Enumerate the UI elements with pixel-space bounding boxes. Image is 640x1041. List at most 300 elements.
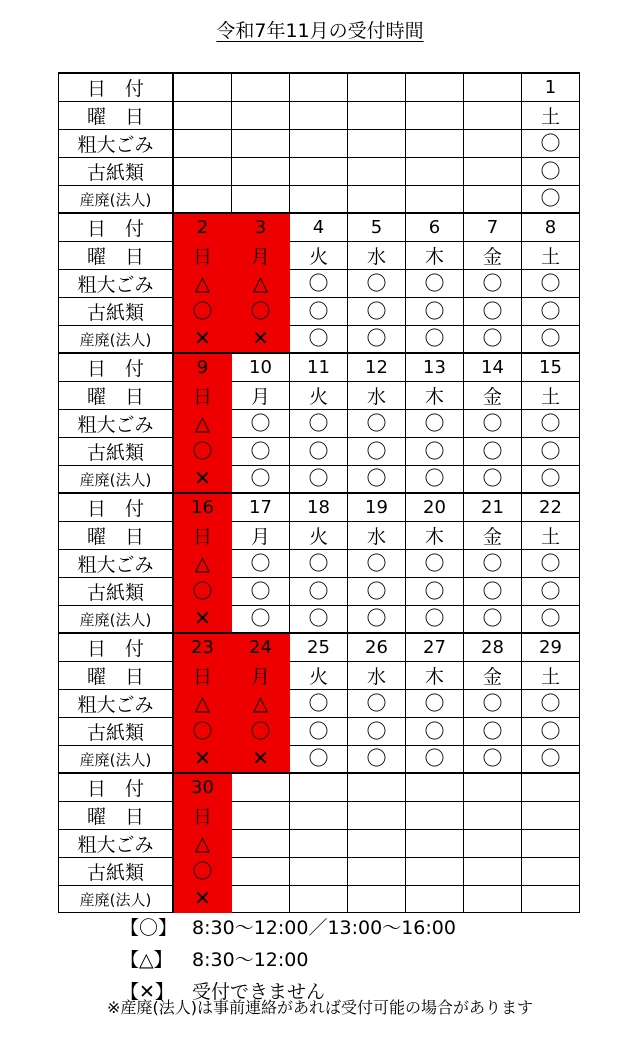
- row-label: 日 付: [59, 773, 174, 802]
- day-cell: [406, 213, 464, 242]
- day-cell: [522, 493, 580, 522]
- day-cell: [522, 690, 580, 718]
- day-cell: [348, 270, 406, 298]
- day-cell: [232, 578, 290, 606]
- legend-key: 【〇】: [120, 917, 178, 939]
- day-cell: [232, 326, 290, 354]
- status-mark: 〇: [482, 718, 503, 743]
- status-mark: 〇: [424, 270, 445, 295]
- weekday-name: 水: [366, 526, 386, 548]
- day-cell: [173, 830, 232, 858]
- status-mark: △: [194, 410, 211, 435]
- day-cell: [290, 270, 348, 298]
- day-cell: [406, 186, 464, 214]
- date-number: 8: [544, 217, 557, 238]
- legend-text: 8:30〜12:00: [192, 949, 309, 971]
- status-mark: 〇: [366, 298, 387, 323]
- status-mark: 〇: [540, 270, 561, 295]
- status-mark: 〇: [540, 410, 561, 435]
- day-cell: [406, 578, 464, 606]
- day-cell: [348, 773, 406, 802]
- weekday-row: [59, 802, 580, 830]
- day-cell: [406, 410, 464, 438]
- day-cell: [173, 886, 232, 913]
- status-mark: 〇: [250, 718, 271, 743]
- status-mark: 〇: [192, 298, 213, 323]
- day-cell: [348, 130, 406, 158]
- industrial-waste-row: [59, 466, 580, 494]
- day-cell: [173, 550, 232, 578]
- industrial-waste-row: [59, 886, 580, 913]
- row-label: 産廃(法人): [59, 606, 174, 634]
- status-mark: 〇: [540, 186, 561, 210]
- weekday-name: 土: [540, 386, 560, 408]
- weekday-name: 月: [250, 526, 270, 548]
- row-label: 粗大ごみ: [59, 130, 174, 158]
- day-cell: [173, 158, 232, 186]
- weekday-name: 日: [192, 666, 212, 688]
- day-cell: [406, 130, 464, 158]
- status-mark: 〇: [250, 550, 271, 575]
- status-mark: 〇: [366, 578, 387, 603]
- day-cell: [464, 493, 522, 522]
- weekday-name: 水: [366, 246, 386, 268]
- day-cell: [173, 746, 232, 774]
- paper-row: [59, 858, 580, 886]
- row-label: 曜 日: [59, 102, 174, 130]
- status-mark: 〇: [308, 298, 329, 323]
- day-cell: [522, 242, 580, 270]
- day-cell: [406, 606, 464, 634]
- day-cell: [464, 270, 522, 298]
- weekday-name: 火: [308, 526, 328, 548]
- day-cell: [173, 773, 232, 802]
- day-cell: [173, 438, 232, 466]
- day-cell: [406, 746, 464, 774]
- status-mark: △: [194, 270, 211, 295]
- status-mark: 〇: [424, 578, 445, 603]
- day-cell: [522, 326, 580, 354]
- day-cell: [406, 102, 464, 130]
- day-cell: [348, 522, 406, 550]
- day-cell: [173, 802, 232, 830]
- schedule-table: [58, 72, 580, 913]
- day-cell: [290, 326, 348, 354]
- weekday-name: 日: [192, 386, 212, 408]
- industrial-waste-row: [59, 186, 580, 214]
- status-mark: 〇: [540, 466, 561, 490]
- day-cell: [290, 690, 348, 718]
- day-cell: [290, 522, 348, 550]
- day-cell: [348, 326, 406, 354]
- row-label: 古紙類: [59, 858, 174, 886]
- day-cell: [348, 578, 406, 606]
- weekday-name: 金: [482, 246, 502, 268]
- date-number: 27: [423, 637, 446, 658]
- day-cell: [522, 578, 580, 606]
- row-label: 産廃(法人): [59, 466, 174, 494]
- status-mark: 〇: [366, 550, 387, 575]
- status-mark: 〇: [366, 466, 387, 490]
- day-cell: [232, 746, 290, 774]
- day-cell: [464, 773, 522, 802]
- day-cell: [232, 353, 290, 382]
- date-number: 17: [249, 497, 272, 518]
- status-mark: 〇: [308, 746, 329, 770]
- status-mark: 〇: [482, 326, 503, 350]
- day-cell: [406, 633, 464, 662]
- day-cell: [464, 438, 522, 466]
- day-cell: [522, 746, 580, 774]
- day-cell: [464, 213, 522, 242]
- day-cell: [173, 326, 232, 354]
- date-row: [59, 493, 580, 522]
- legend-text: 8:30〜12:00／13:00〜16:00: [192, 917, 456, 939]
- footnote: ※産廃(法人)は事前連絡があれば受付可能の場合があります: [107, 998, 533, 1017]
- bulky-waste-row: [59, 550, 580, 578]
- day-cell: [522, 886, 580, 913]
- industrial-waste-row: [59, 746, 580, 774]
- day-cell: [522, 270, 580, 298]
- day-cell: [290, 298, 348, 326]
- date-row: [59, 773, 580, 802]
- day-cell: [464, 382, 522, 410]
- status-mark: 〇: [482, 298, 503, 323]
- day-cell: [232, 382, 290, 410]
- row-label: 曜 日: [59, 802, 174, 830]
- status-mark: 〇: [424, 438, 445, 463]
- day-cell: [232, 298, 290, 326]
- weekday-row: [59, 662, 580, 690]
- weekday-name: 月: [250, 666, 270, 688]
- day-cell: [290, 830, 348, 858]
- status-mark: 〇: [308, 326, 329, 350]
- status-mark: 〇: [366, 606, 387, 630]
- day-cell: [290, 718, 348, 746]
- day-cell: [290, 550, 348, 578]
- weekday-row: [59, 382, 580, 410]
- status-mark: △: [252, 270, 269, 295]
- day-cell: [406, 662, 464, 690]
- day-cell: [406, 270, 464, 298]
- row-label: 日 付: [59, 213, 174, 242]
- bulky-waste-row: [59, 130, 580, 158]
- day-cell: [232, 550, 290, 578]
- day-cell: [232, 213, 290, 242]
- status-mark: 〇: [192, 578, 213, 603]
- weekday-row: [59, 522, 580, 550]
- day-cell: [290, 802, 348, 830]
- day-cell: [348, 410, 406, 438]
- day-cell: [348, 466, 406, 494]
- day-cell: [348, 690, 406, 718]
- day-cell: [406, 382, 464, 410]
- status-mark: 〇: [424, 550, 445, 575]
- weekday-row: [59, 102, 580, 130]
- day-cell: [232, 73, 290, 102]
- day-cell: [173, 493, 232, 522]
- day-cell: [464, 130, 522, 158]
- date-number: 19: [365, 497, 388, 518]
- status-mark: 〇: [424, 466, 445, 490]
- day-cell: [522, 213, 580, 242]
- status-mark: △: [194, 830, 211, 855]
- day-cell: [464, 466, 522, 494]
- weekday-name: 水: [366, 386, 386, 408]
- status-mark: 〇: [308, 438, 329, 463]
- day-cell: [406, 493, 464, 522]
- legend-key: 【△】: [120, 949, 173, 971]
- day-cell: [173, 130, 232, 158]
- row-label: 曜 日: [59, 662, 174, 690]
- date-number: 16: [191, 497, 214, 518]
- day-cell: [290, 886, 348, 913]
- status-mark: 〇: [482, 438, 503, 463]
- weekday-name: 土: [540, 106, 560, 128]
- status-mark: ✕: [194, 326, 211, 350]
- weekday-name: 月: [250, 246, 270, 268]
- weekday-name: 金: [482, 526, 502, 548]
- date-number: 1: [544, 77, 557, 98]
- day-cell: [522, 186, 580, 214]
- weekday-name: 木: [424, 386, 444, 408]
- date-row: [59, 353, 580, 382]
- row-label: 産廃(法人): [59, 886, 174, 913]
- day-cell: [522, 802, 580, 830]
- day-cell: [290, 102, 348, 130]
- status-mark: 〇: [308, 550, 329, 575]
- date-number: 11: [307, 357, 330, 378]
- day-cell: [522, 633, 580, 662]
- day-cell: [522, 382, 580, 410]
- day-cell: [173, 466, 232, 494]
- status-mark: 〇: [540, 746, 561, 770]
- status-mark: 〇: [540, 718, 561, 743]
- row-label: 曜 日: [59, 242, 174, 270]
- day-cell: [173, 690, 232, 718]
- paper-row: [59, 438, 580, 466]
- date-number: 13: [423, 357, 446, 378]
- day-cell: [348, 662, 406, 690]
- row-label: 粗大ごみ: [59, 270, 174, 298]
- day-cell: [464, 410, 522, 438]
- weekday-name: 日: [192, 526, 212, 548]
- status-mark: 〇: [482, 270, 503, 295]
- day-cell: [464, 522, 522, 550]
- weekday-name: 金: [482, 386, 502, 408]
- row-label: 日 付: [59, 353, 174, 382]
- day-cell: [173, 102, 232, 130]
- day-cell: [232, 270, 290, 298]
- row-label: 曜 日: [59, 522, 174, 550]
- day-cell: [522, 718, 580, 746]
- day-cell: [173, 858, 232, 886]
- day-cell: [348, 213, 406, 242]
- day-cell: [348, 438, 406, 466]
- weekday-name: 水: [366, 666, 386, 688]
- day-cell: [232, 718, 290, 746]
- date-row: [59, 73, 580, 102]
- status-mark: ✕: [194, 466, 211, 490]
- day-cell: [464, 633, 522, 662]
- row-label: 古紙類: [59, 578, 174, 606]
- status-mark: 〇: [308, 270, 329, 295]
- day-cell: [232, 438, 290, 466]
- day-cell: [348, 746, 406, 774]
- day-cell: [522, 830, 580, 858]
- date-row: [59, 633, 580, 662]
- paper-row: [59, 578, 580, 606]
- day-cell: [464, 578, 522, 606]
- day-cell: [522, 353, 580, 382]
- date-number: 2: [196, 217, 209, 238]
- status-mark: 〇: [250, 578, 271, 603]
- paper-row: [59, 158, 580, 186]
- row-label: 古紙類: [59, 158, 174, 186]
- day-cell: [522, 410, 580, 438]
- status-mark: 〇: [366, 746, 387, 770]
- date-number: 25: [307, 637, 330, 658]
- day-cell: [290, 493, 348, 522]
- status-mark: ✕: [252, 746, 269, 770]
- day-cell: [232, 830, 290, 858]
- day-cell: [232, 606, 290, 634]
- day-cell: [290, 353, 348, 382]
- status-mark: 〇: [482, 690, 503, 715]
- day-cell: [232, 493, 290, 522]
- date-number: 28: [481, 637, 504, 658]
- weekday-name: 木: [424, 526, 444, 548]
- date-number: 21: [481, 497, 504, 518]
- status-mark: △: [252, 690, 269, 715]
- day-cell: [348, 493, 406, 522]
- day-cell: [232, 466, 290, 494]
- status-mark: 〇: [540, 438, 561, 463]
- row-label: 曜 日: [59, 382, 174, 410]
- status-mark: 〇: [192, 438, 213, 463]
- day-cell: [348, 102, 406, 130]
- row-label: 粗大ごみ: [59, 690, 174, 718]
- row-label: 産廃(法人): [59, 186, 174, 214]
- day-cell: [464, 298, 522, 326]
- day-cell: [173, 410, 232, 438]
- date-number: 3: [254, 217, 267, 238]
- status-mark: 〇: [540, 690, 561, 715]
- day-cell: [406, 242, 464, 270]
- status-mark: 〇: [482, 410, 503, 435]
- day-cell: [232, 130, 290, 158]
- date-number: 15: [539, 357, 562, 378]
- date-number: 12: [365, 357, 388, 378]
- status-mark: 〇: [366, 326, 387, 350]
- weekday-name: 土: [540, 246, 560, 268]
- day-cell: [232, 522, 290, 550]
- status-mark: ✕: [252, 326, 269, 350]
- day-cell: [348, 353, 406, 382]
- status-mark: 〇: [540, 298, 561, 323]
- day-cell: [406, 466, 464, 494]
- day-cell: [464, 102, 522, 130]
- day-cell: [464, 158, 522, 186]
- status-mark: 〇: [308, 606, 329, 630]
- day-cell: [522, 773, 580, 802]
- day-cell: [464, 326, 522, 354]
- status-mark: 〇: [366, 690, 387, 715]
- status-mark: 〇: [424, 718, 445, 743]
- day-cell: [173, 578, 232, 606]
- status-mark: 〇: [424, 410, 445, 435]
- day-cell: [406, 158, 464, 186]
- day-cell: [232, 886, 290, 913]
- paper-row: [59, 298, 580, 326]
- day-cell: [232, 242, 290, 270]
- date-row: [59, 213, 580, 242]
- weekday-name: 火: [308, 666, 328, 688]
- day-cell: [173, 213, 232, 242]
- day-cell: [348, 242, 406, 270]
- status-mark: 〇: [540, 550, 561, 575]
- day-cell: [406, 690, 464, 718]
- day-cell: [290, 73, 348, 102]
- bulky-waste-row: [59, 410, 580, 438]
- day-cell: [406, 830, 464, 858]
- date-number: 10: [249, 357, 272, 378]
- day-cell: [232, 410, 290, 438]
- day-cell: [406, 550, 464, 578]
- status-mark: 〇: [308, 466, 329, 490]
- day-cell: [290, 242, 348, 270]
- day-cell: [522, 522, 580, 550]
- day-cell: [406, 773, 464, 802]
- day-cell: [173, 270, 232, 298]
- day-cell: [232, 662, 290, 690]
- day-cell: [173, 382, 232, 410]
- day-cell: [348, 718, 406, 746]
- day-cell: [232, 633, 290, 662]
- day-cell: [290, 633, 348, 662]
- status-mark: 〇: [308, 690, 329, 715]
- status-mark: 〇: [424, 606, 445, 630]
- status-mark: 〇: [250, 466, 271, 490]
- row-label: 産廃(法人): [59, 326, 174, 354]
- day-cell: [406, 298, 464, 326]
- status-mark: 〇: [482, 606, 503, 630]
- day-cell: [232, 858, 290, 886]
- date-number: 29: [539, 637, 562, 658]
- bulky-waste-row: [59, 270, 580, 298]
- status-mark: 〇: [482, 578, 503, 603]
- day-cell: [173, 242, 232, 270]
- day-cell: [464, 353, 522, 382]
- row-label: 粗大ごみ: [59, 550, 174, 578]
- weekday-name: 月: [250, 386, 270, 408]
- date-number: 6: [428, 217, 441, 238]
- day-cell: [464, 662, 522, 690]
- status-mark: 〇: [250, 410, 271, 435]
- day-cell: [464, 606, 522, 634]
- row-label: 日 付: [59, 493, 174, 522]
- date-number: 9: [196, 357, 209, 378]
- legend-text: 受付できません: [192, 981, 326, 1003]
- weekday-name: 火: [308, 386, 328, 408]
- day-cell: [290, 578, 348, 606]
- day-cell: [173, 662, 232, 690]
- status-mark: △: [194, 690, 211, 715]
- day-cell: [290, 382, 348, 410]
- paper-row: [59, 718, 580, 746]
- day-cell: [348, 802, 406, 830]
- status-mark: 〇: [424, 746, 445, 770]
